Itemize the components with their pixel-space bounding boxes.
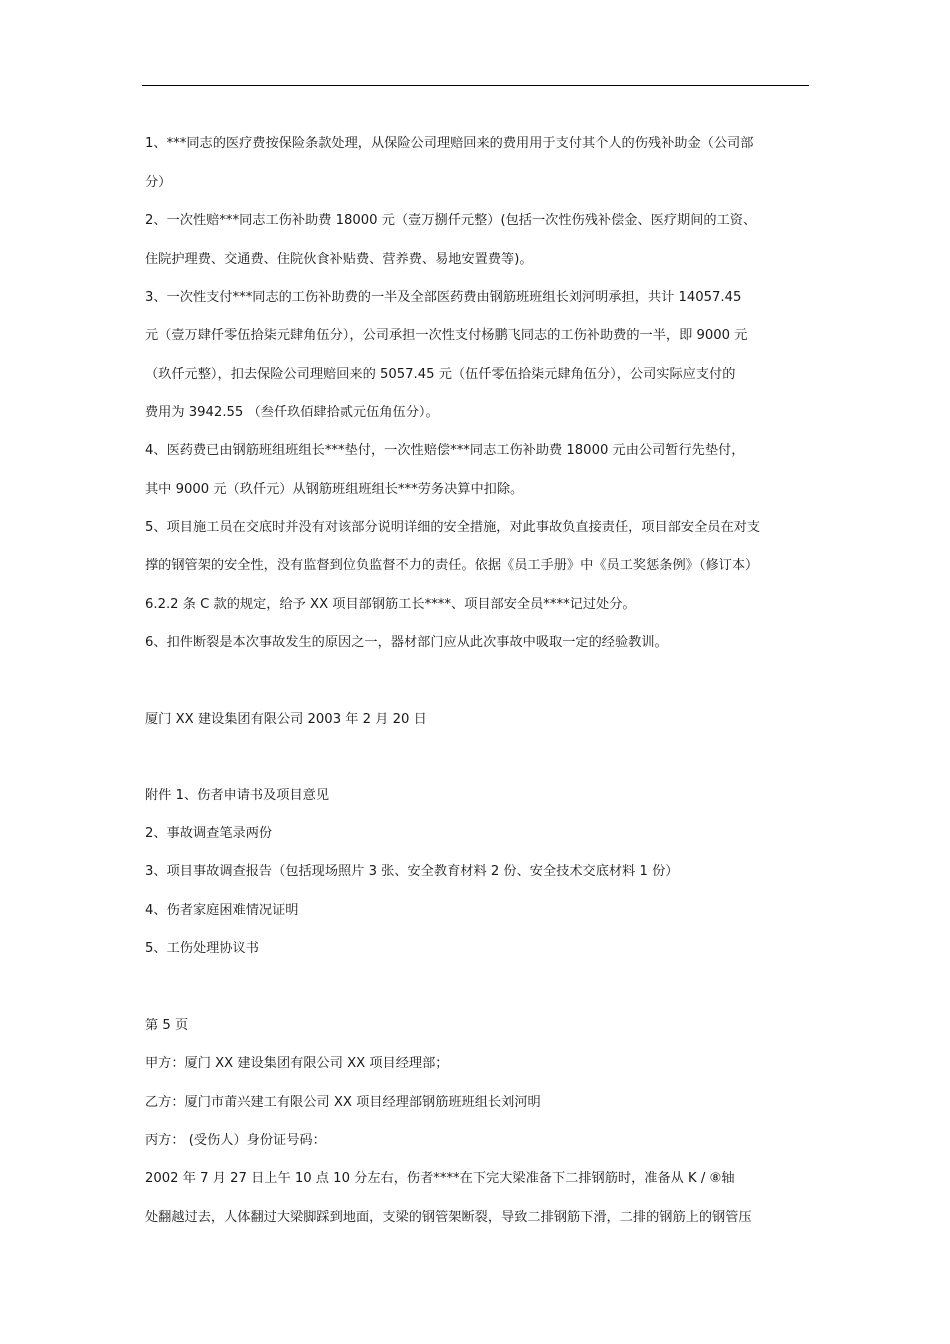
page-number: 第 5 页 xyxy=(145,1018,189,1033)
text-line: 4、医药费已由钢筋班组班组长***垫付，一次性赔偿***同志工伤补助费 18000 元由公司暂行先垫付， xyxy=(145,443,745,458)
text-line: 元（壹万肆仟零伍拾柒元肆角伍分），公司承担一次性支付杨鹏飞同志的工伤补助费的一半，即 9000 元 xyxy=(145,328,748,343)
attachment-item: 5、工伤处理协议书 xyxy=(145,941,259,956)
text-line: 1、***同志的医疗费按保险条款处理，从保险公司理赔回来的费用用于支付其个人的伤残补助金（公司部 xyxy=(145,136,754,151)
attachment-item: 3、项目事故调查报告（包括现场照片 3 张、安全教育材料 2 份、安全技术交底材料 1 份） xyxy=(145,864,679,879)
text-line: 2002 年 7 月 27 日上午 10 点 10 分左右，伤者****在下完大梁准备下二排钢筋时，准备从 K / ⑧轴 xyxy=(145,1171,735,1186)
text-line: 其中 9000 元（玖仟元）从钢筋班组班组长***劳务决算中扣除。 xyxy=(145,482,524,497)
signature-line: 厦门 XX 建设集团有限公司 2003 年 2 月 20 日 xyxy=(145,712,427,727)
text-line: 撑的钢管架的安全性，没有监督到位负监督不力的责任。依据《员工手册》中《员工奖惩条例》（修订本） xyxy=(145,558,759,573)
text-line: 5、项目施工员在交底时并没有对该部分说明详细的安全措施，对此事故负直接责任，项目部安全员在对支 xyxy=(145,520,761,535)
attachment-item: 4、伤者家庭困难情况证明 xyxy=(145,903,299,918)
text-line: 住院护理费、交通费、住院伙食补贴费、营养费、易地安置费等)。 xyxy=(145,252,533,267)
attachment-header: 附件 1、伤者申请书及项目意见 xyxy=(145,788,330,803)
text-line: 6、扣件断裂是本次事故发生的原因之一，器材部门应从此次事故中吸取一定的经验教训。 xyxy=(145,635,668,650)
party-b: 乙方：厦门市莆兴建工有限公司 XX 项目经理部钢筋班班组长刘河明 xyxy=(145,1095,541,1110)
text-line: 费用为 3942.55 （叁仟玖佰肆拾贰元伍角伍分）。 xyxy=(145,405,439,420)
text-line: 6.2.2 条 C 款的规定，给予 XX 项目部钢筋工长****、项目部安全员****记过处分。 xyxy=(145,597,636,612)
text-line: 2、一次性赔***同志工伤补助费 18000 元（壹万捌仟元整）(包括一次性伤残补偿金、医疗期间的工资、 xyxy=(145,213,757,228)
text-line: （玖仟元整），扣去保险公司理赔回来的 5057.45 元（伍仟零伍拾柒元肆角伍分），公司实际应支付的 xyxy=(145,367,736,382)
attachment-item: 2、事故调查笔录两份 xyxy=(145,826,273,841)
header-rule xyxy=(142,85,809,86)
party-c: 丙方： (受伤人）身份证号码： xyxy=(145,1133,326,1148)
text-line: 处翻越过去，人体翻过大梁脚踩到地面，支梁的钢管架断裂，导致二排钢筋下滑，二排的钢筋上的钢管压 xyxy=(145,1210,752,1225)
party-a: 甲方：厦门 XX 建设集团有限公司 XX 项目经理部； xyxy=(145,1056,449,1071)
text-line: 分） xyxy=(145,175,172,190)
text-line: 3、一次性支付***同志的工伤补助费的一半及全部医药费由钢筋班班组长刘河明承担，共计 14057.45 xyxy=(145,290,742,305)
